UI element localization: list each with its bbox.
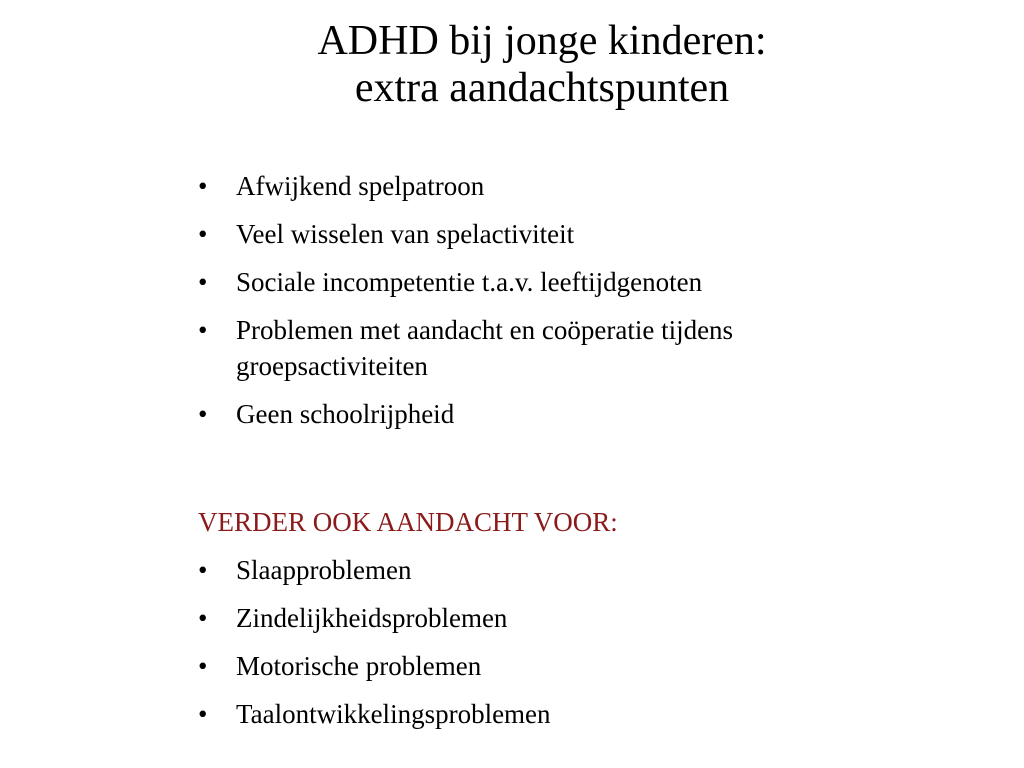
bullet-icon: • (198, 315, 208, 345)
bullet-item (198, 552, 898, 588)
bullet-text: Problemen met aandacht en coöperatie tijdens groepsactiviteiten (236, 315, 734, 381)
bullet-icon: • (198, 651, 208, 681)
secondary-bullet-list (198, 552, 898, 732)
bullet-item (198, 600, 898, 636)
bullet-item (198, 264, 898, 300)
bullet-text: Veel wisselen van spelactiviteit (236, 219, 575, 249)
bullet-icon: • (198, 555, 208, 585)
section-subheading: VERDER OOK AANDACHT VOOR: (198, 507, 618, 537)
bullet-icon: • (198, 219, 208, 249)
primary-bullet-list-container (198, 168, 898, 444)
slide-title-line-2: extra aandachtspunten (354, 65, 730, 111)
slide-title-line-1: ADHD bij jonge kinderen: (317, 18, 767, 64)
bullet-text: Zindelijkheidsproblemen (236, 603, 508, 633)
bullet-text: Slaapproblemen (236, 555, 412, 585)
bullet-icon: • (198, 171, 208, 201)
secondary-section (198, 504, 898, 744)
bullet-text: Sociale incompetentie t.a.v. leeftijdgenoten (236, 267, 703, 297)
primary-bullet-list (198, 168, 898, 432)
bullet-icon: • (198, 399, 208, 429)
bullet-item (198, 648, 898, 684)
bullet-text: Geen schoolrijpheid (236, 399, 455, 429)
bullet-icon: • (198, 699, 208, 729)
bullet-item (198, 312, 896, 384)
bullet-item (198, 696, 898, 732)
bullet-text: Taalontwikkelingsproblemen (236, 699, 551, 729)
bullet-text: Motorische problemen (236, 651, 482, 681)
slide-title (0, 18, 1024, 112)
bullet-item (198, 216, 898, 252)
bullet-text: Afwijkend spelpatroon (236, 171, 485, 201)
bullet-item (198, 168, 898, 204)
bullet-icon: • (198, 267, 208, 297)
bullet-icon: • (198, 603, 208, 633)
bullet-item (198, 396, 898, 432)
